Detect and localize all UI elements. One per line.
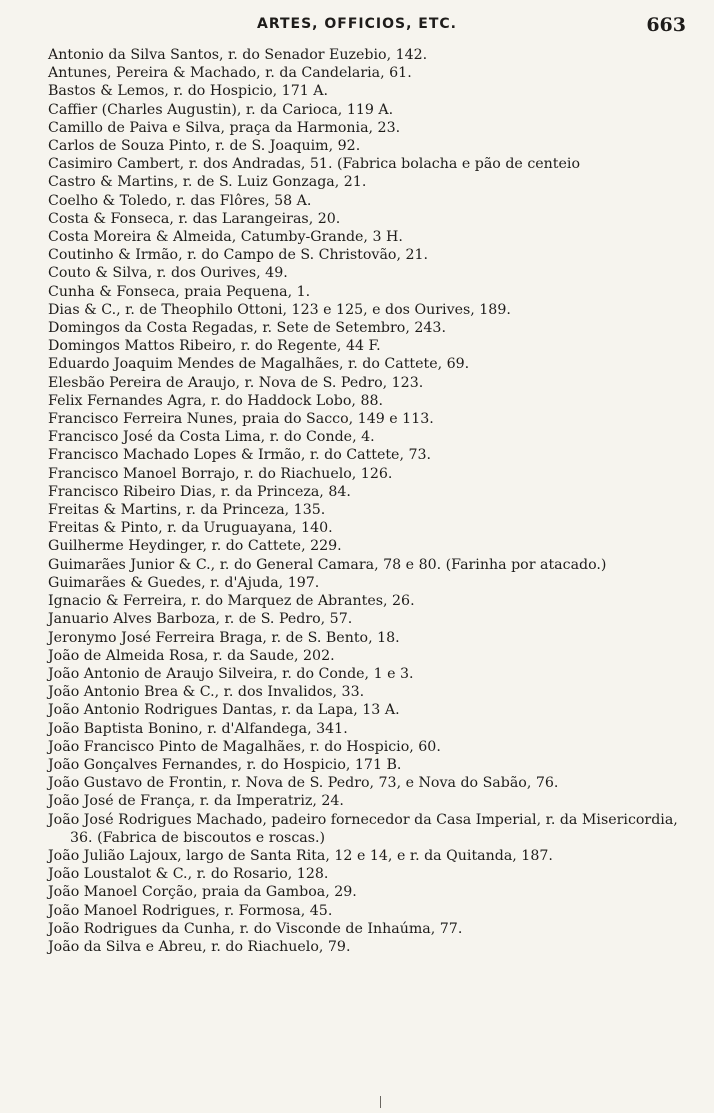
directory-entry: João Antonio de Araujo Silveira, r. do Conde, 1 e 3. — [48, 665, 414, 682]
directory-entry: João Francisco Pinto de Magalhães, r. do Hospicio, 60. — [48, 738, 441, 755]
directory-entry: Francisco José da Costa Lima, r. do Conde, 4. — [48, 429, 375, 446]
page-number: 663 — [646, 14, 686, 36]
directory-entry: Jeronymo José Ferreira Braga, r. de S. Bento, 18. — [48, 629, 400, 646]
directory-entry: Coutinho & Irmão, r. do Campo de S. Christovão, 21. — [48, 247, 429, 264]
directory-entry: Costa Moreira & Almeida, Catumby-Grande, 3 H. — [48, 229, 403, 246]
directory-entry: Antonio da Silva Santos, r. do Senador Euzebio, 142. — [48, 47, 428, 63]
entry-list — [48, 46, 684, 956]
directory-entry: Guilherme Heydinger, r. do Cattete, 229. — [48, 538, 342, 555]
directory-entry: Francisco Ferreira Nunes, praia do Sacco, 149 e 113. — [48, 411, 434, 428]
directory-entry: Francisco Machado Lopes & Irmão, r. do Cattete, 73. — [48, 447, 432, 464]
directory-entry: Domingos Mattos Ribeiro, r. do Regente, 44 F. — [48, 338, 381, 355]
directory-entry: Francisco Manoel Borrajo, r. do Riachuelo, 126. — [48, 465, 393, 482]
directory-entry: João Baptista Bonino, r. d'Alfandega, 341. — [48, 720, 348, 737]
directory-entry: Januario Alves Barboza, r. de S. Pedro, 57. — [48, 611, 353, 628]
directory-entry: Felix Fernandes Agra, r. do Haddock Lobo, 88. — [48, 392, 384, 409]
directory-entry: João Rodrigues da Cunha, r. do Visconde de Inhaúma, 77. — [48, 920, 463, 937]
directory-entry: Freitas & Pinto, r. da Uruguayana, 140. — [48, 520, 333, 537]
directory-entry: Couto & Silva, r. dos Ourives, 49. — [48, 265, 288, 282]
directory-entry: Antunes, Pereira & Machado, r. da Candelaria, 61. — [48, 65, 412, 82]
page-header — [0, 14, 714, 40]
directory-entry: Elesbão Pereira de Araujo, r. Nova de S. Pedro, 123. — [48, 374, 424, 391]
directory-entry: João Julião Lajoux, largo de Santa Rita, 12 e 14, e r. da Quitanda, 187. — [48, 847, 553, 864]
directory-entry: Freitas & Martins, r. da Princeza, 135. — [48, 502, 326, 519]
directory-entry: Dias & C., r. de Theophilo Ottoni, 123 e 125, e dos Ourives, 189. — [48, 301, 511, 318]
directory-entry: João José Rodrigues Machado, padeiro fornecedor da Casa Imperial, r. da Misericordia, 36. (Fabrica de biscoutos e roscas.) — [48, 811, 678, 846]
directory-entry: Guimarães & Guedes, r. d'Ajuda, 197. — [48, 574, 320, 591]
directory-entry: Ignacio & Ferreira, r. do Marquez de Abrantes, 26. — [48, 593, 415, 610]
directory-entry: Cunha & Fonseca, praia Pequena, 1. — [48, 283, 311, 300]
directory-entry: Carlos de Souza Pinto, r. de S. Joaquim, 92. — [48, 138, 361, 155]
directory-entry: Casimiro Cambert, r. dos Andradas, 51. (Fabrica bolacha e pão de centeio — [48, 156, 580, 173]
directory-entry: João Manoel Rodrigues, r. Formosa, 45. — [48, 902, 333, 919]
directory-entry: Camillo de Paiva e Silva, praça da Harmonia, 23. — [48, 119, 401, 136]
directory-entry: Coelho & Toledo, r. das Flôres, 58 A. — [48, 192, 312, 209]
directory-entry: João Antonio Rodrigues Dantas, r. da Lapa, 13 A. — [48, 702, 400, 719]
directory-entry: João Gustavo de Frontin, r. Nova de S. Pedro, 73, e Nova do Sabão, 76. — [48, 775, 559, 792]
directory-entry: Domingos da Costa Regadas, r. Sete de Setembro, 243. — [48, 320, 446, 337]
gutter-mark — [380, 1096, 381, 1108]
directory-entry: João da Silva e Abreu, r. do Riachuelo, 79. — [48, 938, 351, 955]
directory-entry: Caffier (Charles Augustin), r. da Carioca, 119 A. — [48, 101, 394, 118]
directory-entry: Francisco Ribeiro Dias, r. da Princeza, 84. — [48, 483, 351, 500]
directory-entry: Eduardo Joaquim Mendes de Magalhães, r. do Cattete, 69. — [48, 356, 470, 373]
directory-entry: João Antonio Brea & C., r. dos Invalidos, 33. — [48, 684, 365, 701]
directory-entry: João Gonçalves Fernandes, r. do Hospicio, 171 B. — [48, 756, 402, 773]
directory-entry: João Loustalot & C., r. do Rosario, 128. — [48, 866, 329, 883]
directory-entry: Guimarães Junior & C., r. do General Camara, 78 e 80. (Farinha por atacado.) — [48, 556, 607, 573]
directory-entry: João Manoel Corção, praia da Gamboa, 29. — [48, 884, 357, 901]
directory-entry: João de Almeida Rosa, r. da Saude, 202. — [48, 647, 335, 664]
directory-entry: Castro & Martins, r. de S. Luiz Gonzaga, 21. — [48, 174, 367, 191]
directory-entry: João José de França, r. da Imperatriz, 24. — [48, 793, 344, 810]
directory-entry: Bastos & Lemos, r. do Hospicio, 171 A. — [48, 83, 329, 100]
running-title: ARTES, OFFICIOS, ETC. — [257, 16, 457, 32]
directory-entry: Costa & Fonseca, r. das Larangeiras, 20. — [48, 210, 341, 227]
